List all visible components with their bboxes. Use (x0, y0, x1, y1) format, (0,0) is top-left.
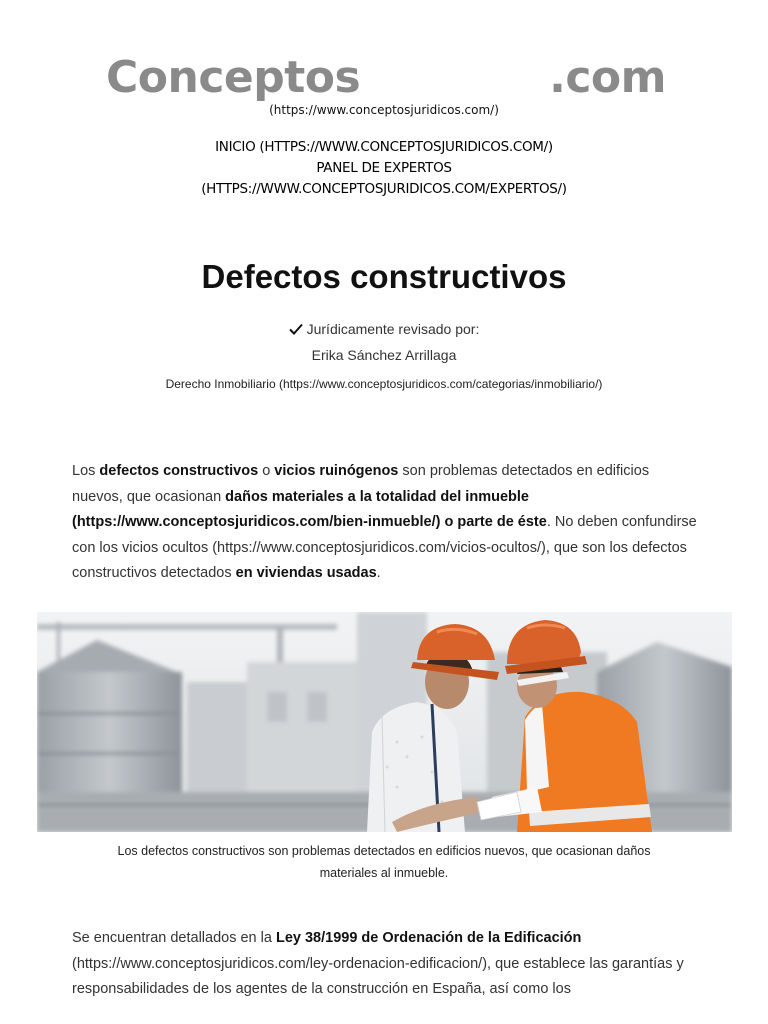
bien-inmueble-link[interactable]: daños materiales a la totalidad del inmueble (https://www.conceptosjuridicos.com/bien-inmueble/) o parte de éste (72, 488, 547, 530)
checkmark-icon (289, 317, 303, 329)
category-link[interactable]: Derecho Inmobiliario (https://www.conceptosjuridicos.com/categorias/inmobiliario/) (165, 377, 603, 391)
text-run: (https://www.conceptosjuridicos.com/ley-ordenacion-edificacion/), que establece las garantías y responsabilidades de los agentes de la construcción en España, así como los (72, 955, 684, 997)
text-run: o (258, 463, 275, 479)
text-run: son problemas detectados en edificios nuevos, que ocasionan (72, 463, 650, 505)
reviewer-name[interactable]: Erika Sánchez Arrillaga (311, 347, 457, 363)
logo-text-right: .com (549, 52, 666, 103)
bold-run: defectos constructivos (99, 463, 259, 479)
logo-link-url[interactable]: (https://www.conceptosjuridicos.com/) (269, 103, 499, 117)
text-run: . (376, 565, 381, 581)
logo-text-left: Conceptos (106, 52, 361, 103)
main-nav (0, 137, 768, 200)
intro-paragraph (72, 459, 702, 587)
nav-item-expertos[interactable]: PANEL DE EXPERTOS (316, 160, 452, 176)
law-paragraph (72, 926, 702, 1003)
review-block (0, 316, 768, 368)
vicios-ocultos-link[interactable]: . No deben confundirse con los vicios ocultos (https://www.conceptosjuridicos.com/vicios-ocultos/), que son los defectos constructivos detectados (72, 514, 697, 581)
image-caption: Los defectos constructivos son problemas detectados en edificios nuevos, que ocasionan daños materiales al inmueble. (117, 844, 651, 880)
article-image (37, 612, 732, 832)
workers-photo-illustration (37, 612, 732, 832)
text-run: Los (72, 463, 100, 479)
site-logo[interactable] (106, 52, 666, 104)
text-run: Se encuentran detallados en la (72, 930, 276, 946)
bold-run: vicios ruinógenos (274, 463, 399, 479)
page-title: Defectos constructivos (201, 258, 567, 295)
ley-38-1999-link[interactable]: Ley 38/1999 de Ordenación de la Edificación (275, 930, 582, 946)
reviewed-label: Jurídicamente revisado por: (306, 321, 480, 337)
nav-item-inicio[interactable]: INICIO (HTTPS://WWW.CONCEPTOSJURIDICOS.COM/) (215, 139, 553, 155)
bold-run: en viviendas usadas (235, 565, 377, 581)
nav-item-expertos-url[interactable]: (HTTPS://WWW.CONCEPTOSJURIDICOS.COM/EXPERTOS/) (201, 181, 567, 197)
